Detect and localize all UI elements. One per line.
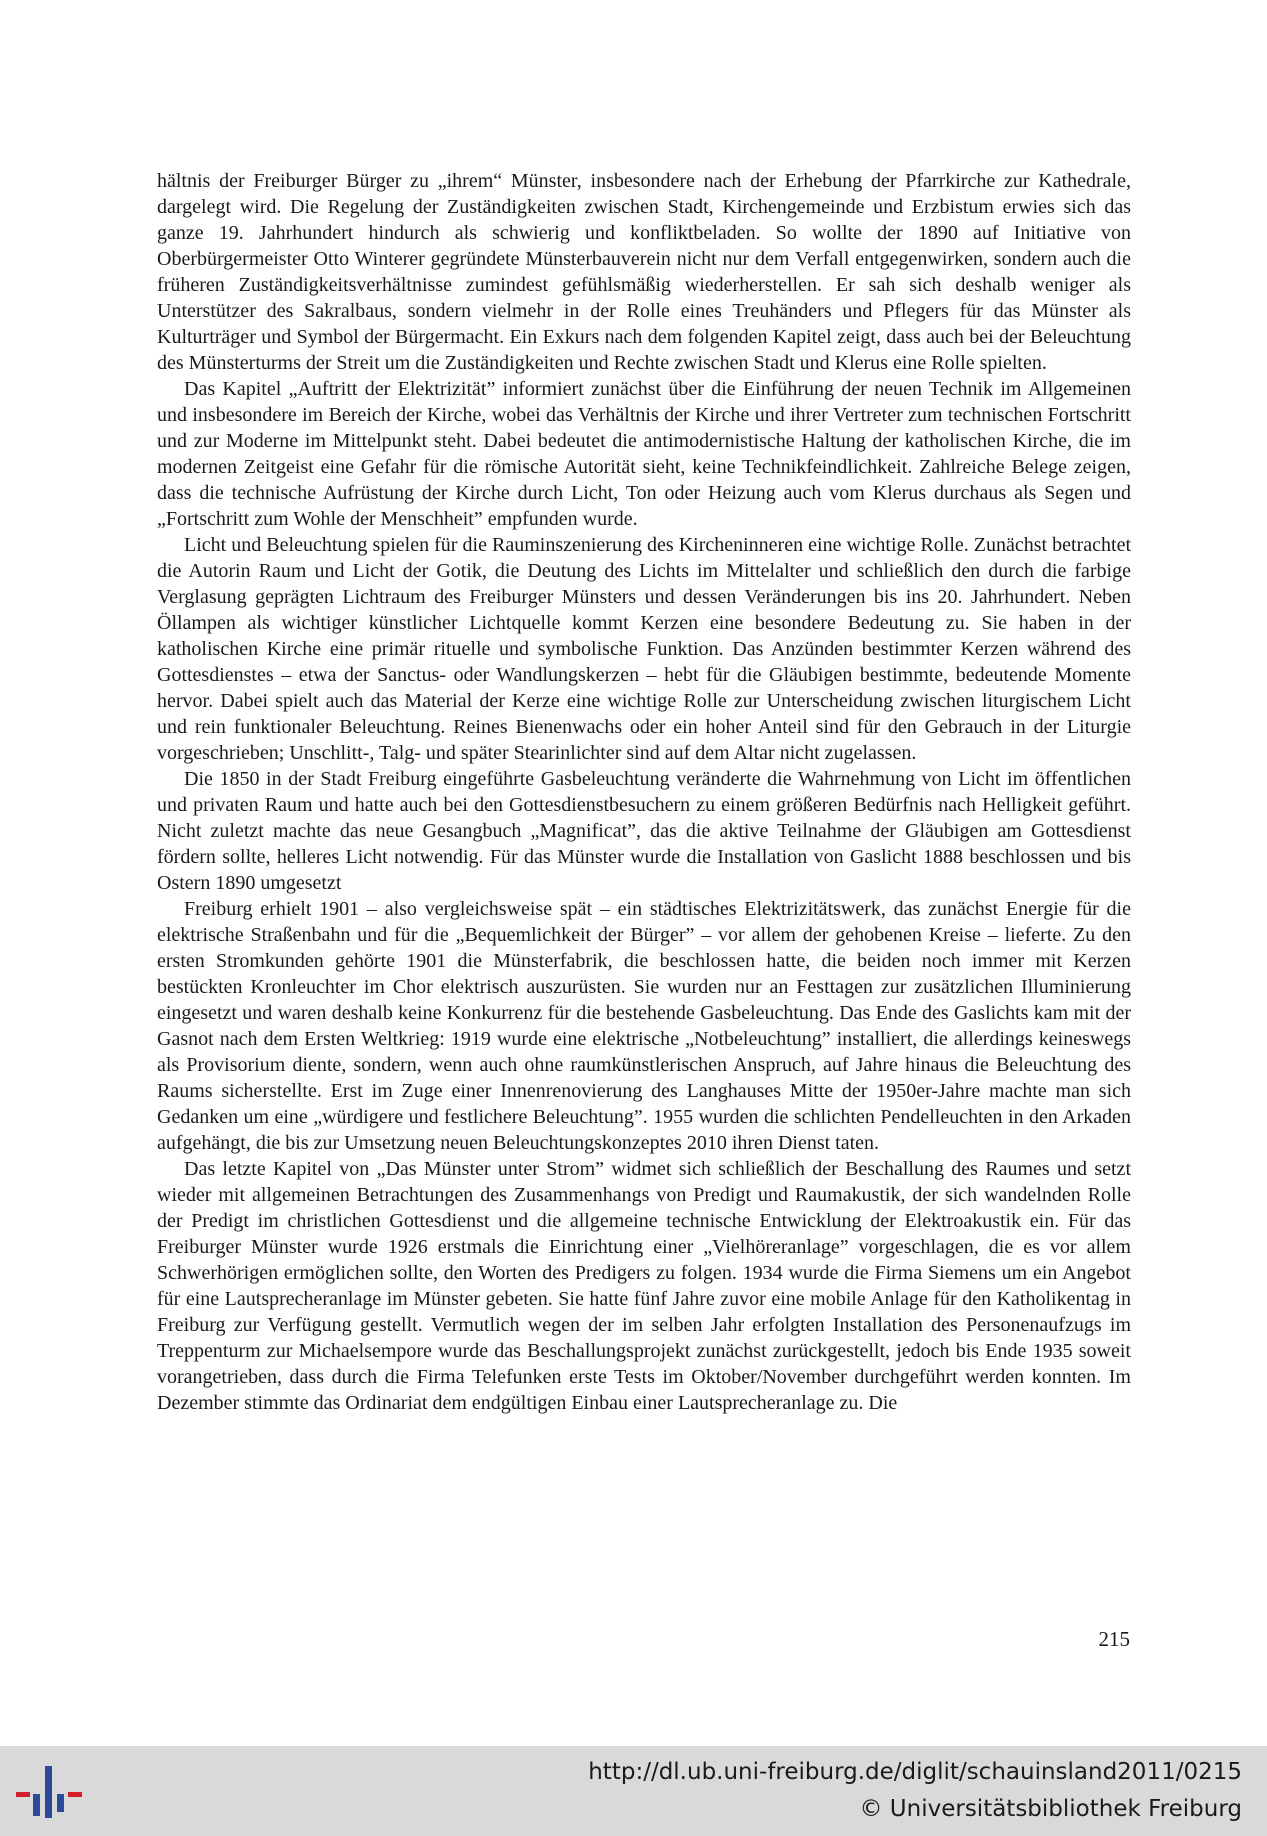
paragraph-3: Licht und Beleuchtung spielen für die Rauminszenierung des Kircheninneren eine wichtige Rolle. Zunächst betrachtet die Autorin Raum und Licht der Gotik, die Deutung des Lichts im Mittelalter und schließlich den durch die farbige Verglasung geprägten Lichtraum des Freiburger Münsters und dessen Veränderungen bis ins 20. Jahrhundert. Neben Öllampen als wichtiger künstlicher Lichtquelle kommt Kerzen eine besondere Bedeutung zu. Sie haben in der katholischen Kirche eine primär rituelle und symbolische Funktion. Das Anzünden bestimmter Kerzen während des Gottesdienstes – etwa der Sanctus- oder Wandlungskerzen – hebt für die Gläubigen bestimmte, bedeutende Momente hervor. Dabei spielt auch das Material der Kerze eine wichtige Rolle zur Unterscheidung zwischen liturgischem Licht und rein funktionaler Beleuchtung. Reines Bienenwachs oder ein hoher Anteil sind für den Gebrauch in der Liturgie vorgeschrieben; Unschlitt-, Talg- und später Stearinlichter sind auf dem Altar nicht zugelassen. bbox=[157, 534, 1131, 764]
paragraph-6: Das letzte Kapitel von „Das Münster unter Strom” widmet sich schließlich der Beschallung des Raumes und setzt wieder mit allgemeinen Betrachtungen des Zusammenhangs von Predigt und Raumakustik, der sich wandelnden Rolle der Predigt im christlichen Gottesdienst und die allgemeine technische Entwicklung der Elektroakustik ein. Für das Freiburger Münster wurde 1926 erstmals die Einrichtung einer „Vielhöreranlage” vorgeschlagen, die es vor allem Schwerhörigen ermöglichen sollte, den Worten des Predigers zu folgen. 1934 wurde die Firma Siemens um ein Angebot für eine Lautsprecheranlage im Münster gebeten. Sie hatte fünf Jahre zuvor eine mobile Anlage für den Katholikentag in Freiburg zur Verfügung gestellt. Vermutlich wegen der im selben Jahr erfolgten Installation des Personenaufzugs im Treppenturm zur Michaelsempore wurde das Beschallungsprojekt zunächst zurückgestellt, jedoch bis Ende 1935 soweit vorangetrieben, dass durch die Firma Telefunken erste Tests im Oktober/November durchgeführt werden konnten. Im Dezember stimmte das Ordinariat dem endgültigen Einbau einer Lautsprecheranlage zu. Die bbox=[157, 1158, 1131, 1414]
permalink-link[interactable]: http://dl.ub.uni-freiburg.de/diglit/schauinsland2011/0215 bbox=[588, 1759, 1242, 1785]
ub-freiburg-logo-icon bbox=[16, 1760, 82, 1824]
paragraph-1: hältnis der Freiburger Bürger zu „ihrem“ Münster, insbesondere nach der Erhebung der Pfarrkirche zur Kathedrale, dargelegt wird. Die Regelung der Zuständigkeiten zwischen Stadt, Kirchengemeinde und Erzbistum erwies sich das ganze 19. Jahrhundert hindurch als schwierig und konfliktbeladen. So wollte der 1890 auf Initiative von Oberbürgermeister Otto Winterer gegründete Münsterbauverein nicht nur dem Verfall entgegenwirken, sondern auch die früheren Zuständigkeitsverhältnisse zumindest gefühlsmäßig wiederherstellen. Er sah sich deshalb weniger als Unterstützer des Sakralbaus, sondern vielmehr in der Rolle eines Treuhänders und Pflegers für das Münster als Kulturträger und Symbol der Bürgermacht. Ein Exkurs nach dem folgenden Kapitel zeigt, dass auch bei der Beleuchtung des Münsterturms der Streit um die Zuständigkeiten und Rechte zwischen Stadt und Klerus eine Rolle spielten. bbox=[157, 170, 1131, 374]
footer-bar bbox=[0, 1746, 1267, 1836]
paragraph-2: Das Kapitel „Auftritt der Elektrizität” informiert zunächst über die Einführung der neuen Technik im Allgemeinen und insbesondere im Bereich der Kirche, wobei das Verhältnis der Kirche und ihrer Vertreter zum technischen Fortschritt und zur Moderne im Mittelpunkt steht. Dabei bedeutet die antimodernistische Haltung der katholischen Kirche, die im modernen Zeitgeist eine Gefahr für die römische Autorität sieht, keine Technikfeindlichkeit. Zahlreiche Belege zeigen, dass die technische Aufrüstung der Kirche durch Licht, Ton oder Heizung auch vom Klerus durchaus als Segen und „Fortschritt zum Wohle der Menschheit” empfunden wurde. bbox=[157, 378, 1131, 530]
copyright-text: © Universitätsbibliothek Freiburg bbox=[859, 1796, 1242, 1822]
page-body bbox=[157, 168, 1131, 1416]
paragraph-4: Die 1850 in der Stadt Freiburg eingeführte Gasbeleuchtung veränderte die Wahrnehmung von Licht im öffentlichen und privaten Raum und hatte auch bei den Gottesdienstbesuchern zu einem größeren Bedürfnis nach Helligkeit geführt. Nicht zuletzt machte das neue Gesangbuch „Magnificat”, das die aktive Teilnahme der Gläubigen am Gottesdienst fördern sollte, helleres Licht notwendig. Für das Münster wurde die Installation von Gaslicht 1888 beschlossen und bis Ostern 1890 umgesetzt bbox=[157, 768, 1131, 894]
page-number: 215 bbox=[1098, 1627, 1130, 1651]
paragraph-5: Freiburg erhielt 1901 – also vergleichsweise spät – ein städtisches Elektrizitätswerk, das zunächst Energie für die elektrische Straßenbahn und für die „Bequemlichkeit der Bürger” – vor allem der gehobenen Kreise – lieferte. Zu den ersten Stromkunden gehörte 1901 die Münsterfabrik, die beschlossen hatte, die beiden noch immer mit Kerzen bestückten Kronleuchter im Chor elektrisch auszurüsten. Sie wurden nur an Festtagen zur zusätzlichen Illuminierung eingesetzt und waren deshalb keine Konkurrenz für die bestehende Gasbeleuchtung. Das Ende des Gaslichts kam mit der Gasnot nach dem Ersten Weltkrieg: 1919 wurde eine elektrische „Notbeleuchtung” installiert, die allerdings keineswegs als Provisorium diente, sondern, wenn auch ohne raumkünstlerischen Anspruch, auf Jahre hinaus die Beleuchtung des Raums sicherstellte. Erst im Zuge einer Innenrenovierung des Langhauses Mitte der 1950er-Jahre machte man sich Gedanken um eine „würdigere und festlichere Beleuchtung”. 1955 wurden die schlichten Pendelleuchten in den Arkaden aufgehängt, die bis zur Umsetzung neuen Beleuchtungskonzeptes 2010 ihren Dienst taten. bbox=[157, 898, 1131, 1154]
